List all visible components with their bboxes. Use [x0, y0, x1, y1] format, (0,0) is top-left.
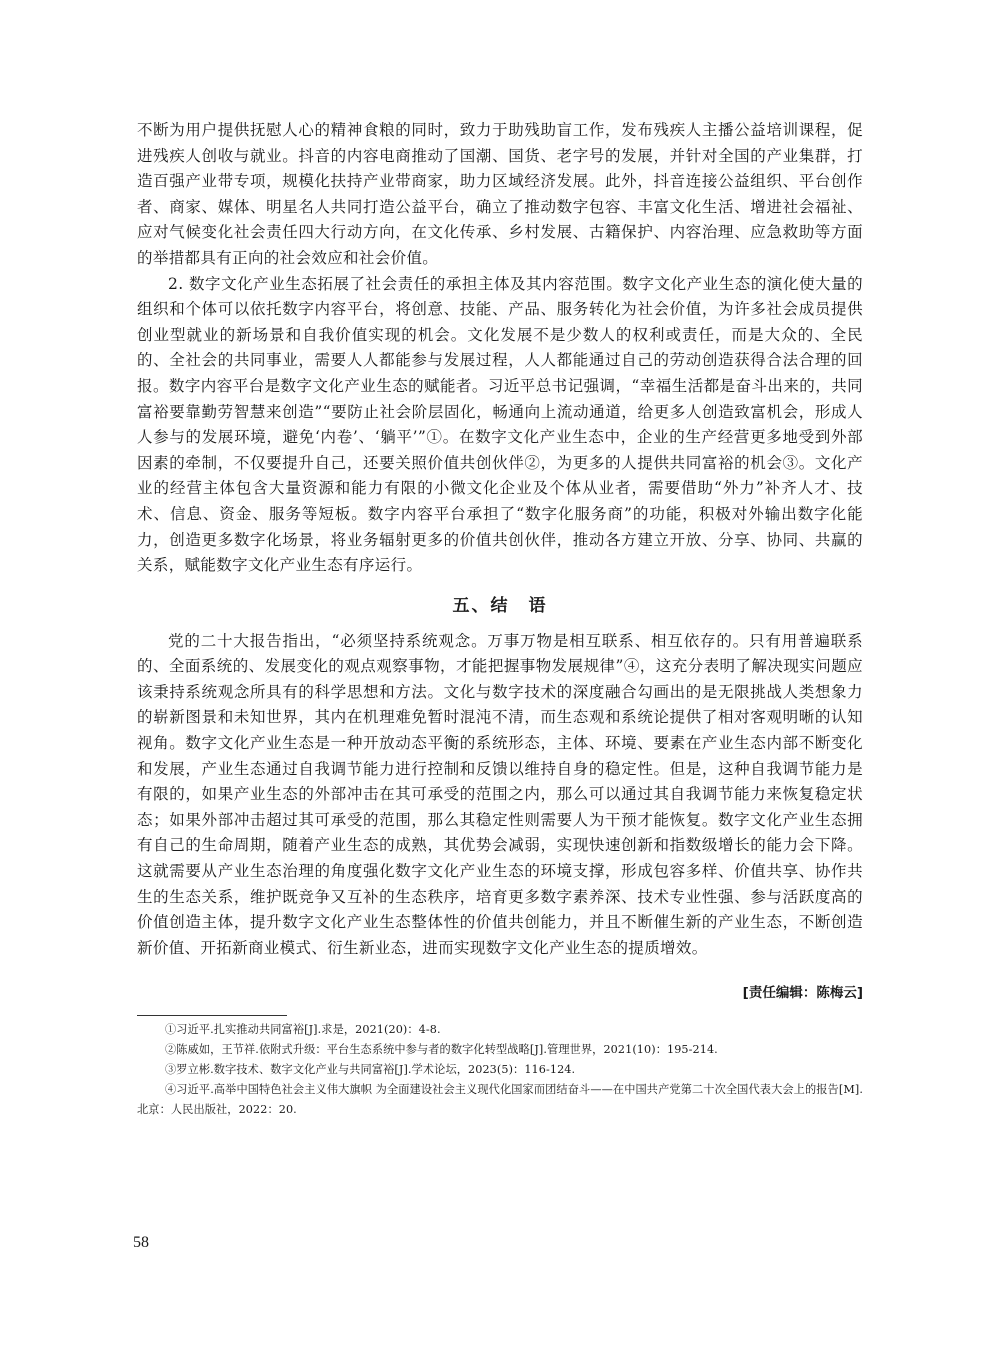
body-paragraph-2: 2. 数字文化产业生态拓展了社会责任的承担主体及其内容范围。数字文化产业生态的演化使大量的组织和个体可以依托数字内容平台，将创意、技能、产品、服务转化为社会价值，为许多社会成员提供创业型就业的新场景和自我价值实现的机会。文化发展不是少数人的权利或责任，而是大众的、全民的、全社会的共同事业，需要人人都能参与发展过程，人人都能通过自己的劳动创造获得合法合理的回报。数字内容平台是数字文化产业生态的赋能者。习近平总书记强调，“幸福生活都是奋斗出来的，共同富裕要靠勤劳智慧来创造”“要防止社会阶层固化，畅通向上流动通道，给更多人创造致富机会，形成人人参与的发展环境，避免‘内卷’、‘躺平’”①。在数字文化产业生态中，企业的生产经营更多地受到外部因素的牵制，不仅要提升自己，还要关照价值共创伙伴②，为更多的人提供共同富裕的机会③。文化产业的经营主体包含大量资源和能力有限的小微文化企业及个体从业者，需要借助“外力”补齐人才、技术、信息、资金、服务等短板。数字内容平台承担了“数字化服务商”的功能，积极对外输出数字化能力，创造更多数字化场景，将业务辐射更多的价值共创伙伴，推动各方建立开放、分享、协同、共赢的关系，赋能数字文化产业生态有序运行。 — [137, 274, 863, 575]
footnote-2: ②陈威如，王节祥.依附式升级：平台生态系统中参与者的数字化转型战略[J].管理世界，2021(10)：195-214. — [165, 1043, 718, 1057]
footnotes — [137, 1020, 863, 1120]
responsible-editor: [责任编辑：陈梅云] — [742, 985, 863, 1002]
footnote-4: ④习近平.高举中国特色社会主义伟大旗帜 为全面建设社会主义现代化国家而团结奋斗——在中国共产党第二十次全国代表大会上的报告[M].北京：人民出版社，2022：20. — [137, 1083, 863, 1117]
page-number: 58 — [133, 1234, 149, 1251]
footnote-divider — [137, 1015, 287, 1016]
body-paragraph-3: 党的二十大报告指出，“必须坚持系统观念。万事万物是相互联系、相互依存的。只有用普遍联系的、全面系统的、发展变化的观点观察事物，才能把握事物发展规律”④，这充分表明了解决现实问题应该秉持系统观念所具有的科学思想和方法。文化与数字技术的深度融合勾画出的是无限挑战人类想象力的崭新图景和未知世界，其内在机理难免暂时混沌不清，而生态观和系统论提供了相对客观明晰的认知视角。数字文化产业生态是一种开放动态平衡的系统形态，主体、环境、要素在产业生态内部不断变化和发展，产业生态通过自我调节能力进行控制和反馈以维持自身的稳定性。但是，这种自我调节能力是有限的，如果产业生态的外部冲击在其可承受的范围之内，那么可以通过其自我调节能力来恢复稳定状态；如果外部冲击超过其可承受的范围，那么其稳定性则需要人为干预才能恢复。数字文化产业生态拥有自己的生命周期，随着产业生态的成熟，其优势会减弱，实现快速创新和指数级增长的能力会下降。这就需要从产业生态治理的角度强化数字文化产业生态的环境支撑，形成包容多样、价值共享、协作共生的生态关系，维护既竞争又互补的生态秩序，培育更多数字素养深、技术专业性强、参与活跃度高的价值创造主体，提升数字文化产业生态整体性的价值共创能力，并且不断催生新的产业生态，不断创造新价值、开拓新商业模式、衍生新业态，进而实现数字文化产业生态的提质增效。 — [137, 631, 863, 957]
section-heading: 五、结 语 — [452, 595, 548, 616]
body-paragraph-1: 不断为用户提供抚慰人心的精神食粮的同时，致力于助残助盲工作，发布残疾人主播公益培训课程，促进残疾人创收与就业。抖音的内容电商推动了国潮、国货、老字号的发展，并针对全国的产业集群，打造百强产业带专项，规模化扶持产业带商家，助力区域经济发展。此外，抖音连接公益组织、平台创作者、商家、媒体、明星名人共同打造公益平台，确立了推动数字包容、丰富文化生活、增进社会福祉、应对气候变化社会责任四大行动方向，在文化传承、乡村发展、古籍保护、内容治理、应急救助等方面的举措都具有正向的社会效应和社会价值。 — [137, 121, 863, 267]
page-content — [137, 118, 863, 1120]
footnote-1: ①习近平.扎实推动共同富裕[J].求是，2021(20)：4-8. — [165, 1023, 441, 1037]
footnote-3: ③罗立彬.数字技术、数字文化产业与共同富裕[J].学术论坛，2023(5)：116-124. — [165, 1063, 576, 1077]
